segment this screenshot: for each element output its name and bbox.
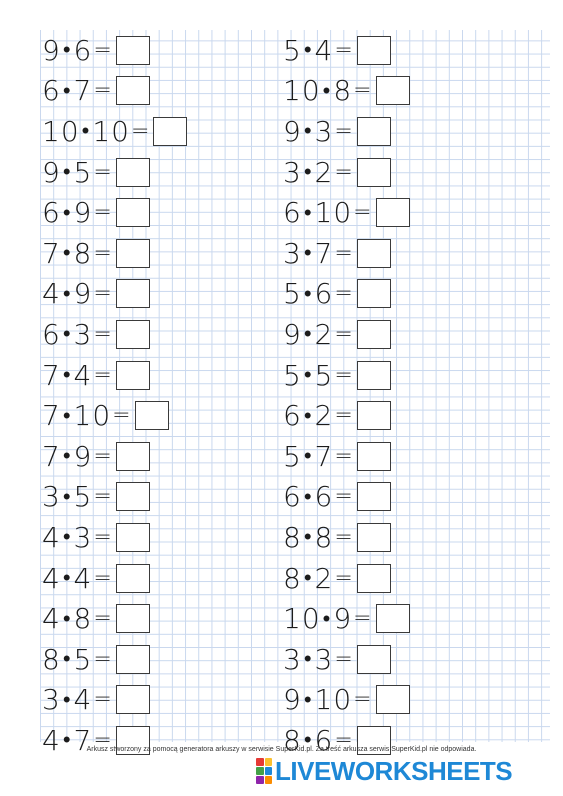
answer-box[interactable] xyxy=(116,645,150,674)
factor-a: 6 xyxy=(42,196,61,230)
equals-sign: = xyxy=(93,565,113,591)
factor-a: 3 xyxy=(42,480,61,514)
multiply-sign: • xyxy=(62,403,72,429)
answer-box[interactable] xyxy=(116,482,150,511)
factor-a: 4 xyxy=(42,561,61,595)
exercise-row xyxy=(42,30,187,71)
factor-b: 2 xyxy=(314,317,334,351)
brand-name: LIVEWORKSHEETS xyxy=(275,755,513,786)
logo-tile xyxy=(265,758,273,766)
factor-b: 5 xyxy=(73,155,93,189)
factor-a: 9 xyxy=(283,683,302,717)
answer-box[interactable] xyxy=(116,198,150,227)
equals-sign: = xyxy=(93,281,113,307)
equals-sign: = xyxy=(93,606,113,632)
factor-a: 9 xyxy=(283,317,302,351)
multiply-sign: • xyxy=(303,363,313,389)
equals-sign: = xyxy=(334,321,354,347)
factor-b: 10 xyxy=(92,114,130,148)
factor-b: 3 xyxy=(314,114,334,148)
equals-sign: = xyxy=(334,524,354,550)
exercise-row xyxy=(283,395,410,436)
multiply-sign: • xyxy=(303,687,313,713)
equals-sign: = xyxy=(93,200,113,226)
answer-box[interactable] xyxy=(116,523,150,552)
multiply-sign: • xyxy=(62,281,72,307)
factor-a: 7 xyxy=(42,439,61,473)
equals-sign: = xyxy=(112,403,132,429)
equals-sign: = xyxy=(353,200,373,226)
exercise-row xyxy=(283,274,410,315)
exercise-row xyxy=(42,639,187,680)
answer-box[interactable] xyxy=(357,523,391,552)
page-margin-top xyxy=(0,0,563,30)
factor-b: 6 xyxy=(314,480,334,514)
exercise-row xyxy=(283,152,410,193)
logo-tile xyxy=(265,767,273,775)
factor-a: 5 xyxy=(283,358,302,392)
factor-a: 7 xyxy=(42,236,61,270)
multiply-sign: • xyxy=(303,200,313,226)
equals-sign: = xyxy=(93,37,113,63)
factor-a: 7 xyxy=(42,358,61,392)
exercise-row xyxy=(42,192,187,233)
factor-b: 4 xyxy=(73,683,93,717)
answer-box[interactable] xyxy=(357,564,391,593)
exercise-row xyxy=(42,395,187,436)
answer-box[interactable] xyxy=(376,685,410,714)
exercise-row xyxy=(42,436,187,477)
equals-sign: = xyxy=(334,727,354,753)
exercise-row xyxy=(283,680,410,721)
factor-a: 8 xyxy=(283,723,302,757)
exercise-row xyxy=(283,233,410,274)
multiply-sign: • xyxy=(303,322,313,348)
equals-sign: = xyxy=(334,37,354,63)
multiply-sign: • xyxy=(62,484,72,510)
answer-box[interactable] xyxy=(357,442,391,471)
multiply-sign: • xyxy=(62,78,72,104)
page-margin-right xyxy=(550,0,563,796)
exercise-row xyxy=(42,720,187,761)
answer-box[interactable] xyxy=(376,604,410,633)
factor-a: 6 xyxy=(283,196,302,230)
multiply-sign: • xyxy=(303,566,313,592)
factor-b: 3 xyxy=(73,317,93,351)
multiply-sign: • xyxy=(62,647,72,673)
equals-sign: = xyxy=(93,524,113,550)
multiply-sign: • xyxy=(62,200,72,226)
factor-b: 3 xyxy=(314,642,334,676)
equals-sign: = xyxy=(334,403,354,429)
answer-box[interactable] xyxy=(357,361,391,390)
factor-b: 5 xyxy=(73,480,93,514)
exercise-row xyxy=(42,680,187,721)
factor-b: 5 xyxy=(314,358,334,392)
factor-b: 7 xyxy=(314,439,334,473)
exercise-row xyxy=(42,355,187,396)
exercise-row xyxy=(42,152,187,193)
factor-a: 4 xyxy=(42,723,61,757)
equals-sign: = xyxy=(93,240,113,266)
exercise-row xyxy=(283,477,410,518)
multiply-sign: • xyxy=(62,363,72,389)
factor-a: 6 xyxy=(42,317,61,351)
multiply-sign: • xyxy=(322,606,332,632)
factor-a: 9 xyxy=(42,155,61,189)
answer-box[interactable] xyxy=(376,76,410,105)
answer-box[interactable] xyxy=(116,564,150,593)
equals-sign: = xyxy=(93,321,113,347)
answer-box[interactable] xyxy=(357,482,391,511)
equals-sign: = xyxy=(353,78,373,104)
factor-a: 8 xyxy=(283,561,302,595)
factor-a: 9 xyxy=(42,33,61,67)
answer-box[interactable] xyxy=(116,279,150,308)
factor-a: 10 xyxy=(283,602,321,636)
answer-box[interactable] xyxy=(357,279,391,308)
factor-b: 4 xyxy=(73,358,93,392)
answer-box[interactable] xyxy=(357,401,391,430)
equals-sign: = xyxy=(93,727,113,753)
multiply-sign: • xyxy=(303,728,313,754)
factor-a: 10 xyxy=(42,114,80,148)
factor-a: 3 xyxy=(42,683,61,717)
factor-b: 7 xyxy=(73,723,93,757)
factor-a: 3 xyxy=(283,236,302,270)
factor-a: 10 xyxy=(283,74,321,108)
factor-b: 4 xyxy=(73,561,93,595)
factor-b: 9 xyxy=(73,439,93,473)
exercise-row xyxy=(42,598,187,639)
factor-b: 8 xyxy=(333,74,353,108)
multiply-sign: • xyxy=(62,566,72,592)
answer-box[interactable] xyxy=(116,239,150,268)
factor-b: 10 xyxy=(314,683,353,717)
factor-b: 7 xyxy=(73,74,93,108)
factor-a: 4 xyxy=(42,602,61,636)
answer-box[interactable] xyxy=(116,76,150,105)
answer-box[interactable] xyxy=(357,239,391,268)
multiply-sign: • xyxy=(62,525,72,551)
exercise-row xyxy=(283,30,410,71)
equals-sign: = xyxy=(93,687,113,713)
exercise-row xyxy=(42,517,187,558)
factor-a: 4 xyxy=(42,277,61,311)
factor-b: 6 xyxy=(314,723,334,757)
multiply-sign: • xyxy=(303,281,313,307)
exercise-row xyxy=(42,274,187,315)
multiply-sign: • xyxy=(303,647,313,673)
equals-sign: = xyxy=(93,646,113,672)
equals-sign: = xyxy=(93,484,113,510)
multiply-sign: • xyxy=(303,38,313,64)
answer-box[interactable] xyxy=(116,320,150,349)
factor-a: 8 xyxy=(283,520,302,554)
multiply-sign: • xyxy=(303,119,313,145)
multiply-sign: • xyxy=(303,160,313,186)
liveworksheets-logo-icon xyxy=(256,758,272,785)
factor-b: 5 xyxy=(73,642,93,676)
factor-a: 6 xyxy=(283,399,302,433)
exercise-row xyxy=(283,639,410,680)
equals-sign: = xyxy=(334,565,354,591)
factor-b: 4 xyxy=(314,33,334,67)
factor-b: 9 xyxy=(73,196,93,230)
right-exercise-column xyxy=(283,30,410,761)
footer-note: Arkusz stworzony za pomocą generatora arkuszy w serwisie SuperKid.pl. Za treść arkusza serwis SuperKid.pl nie odpowiada. xyxy=(86,746,477,753)
answer-box[interactable] xyxy=(357,320,391,349)
equals-sign: = xyxy=(334,240,354,266)
equals-sign: = xyxy=(93,159,113,185)
answer-box[interactable] xyxy=(116,158,150,187)
logo-tile xyxy=(256,776,264,784)
factor-b: 6 xyxy=(314,277,334,311)
equals-sign: = xyxy=(334,484,354,510)
multiply-sign: • xyxy=(322,78,332,104)
exercise-row xyxy=(42,71,187,112)
answer-box[interactable] xyxy=(116,361,150,390)
exercise-row xyxy=(42,314,187,355)
factor-a: 6 xyxy=(283,480,302,514)
factor-b: 7 xyxy=(314,236,334,270)
answer-box[interactable] xyxy=(357,117,391,146)
multiply-sign: • xyxy=(62,160,72,186)
multiply-sign: • xyxy=(62,38,72,64)
exercise-row xyxy=(42,111,187,152)
answer-box[interactable] xyxy=(153,117,187,146)
logo-tile xyxy=(256,767,264,775)
multiply-sign: • xyxy=(303,444,313,470)
multiply-sign: • xyxy=(62,728,72,754)
answer-box[interactable] xyxy=(116,442,150,471)
answer-box[interactable] xyxy=(357,645,391,674)
factor-b: 9 xyxy=(333,602,353,636)
factor-b: 8 xyxy=(73,602,93,636)
equals-sign: = xyxy=(353,606,373,632)
answer-box[interactable] xyxy=(116,685,150,714)
multiply-sign: • xyxy=(303,241,313,267)
equals-sign: = xyxy=(353,687,373,713)
exercise-row xyxy=(283,355,410,396)
factor-a: 3 xyxy=(283,642,302,676)
factor-b: 3 xyxy=(73,520,93,554)
factor-a: 9 xyxy=(283,114,302,148)
exercise-row xyxy=(42,233,187,274)
multiply-sign: • xyxy=(303,403,313,429)
multiply-sign: • xyxy=(81,119,91,145)
exercise-row xyxy=(283,436,410,477)
multiply-sign: • xyxy=(62,444,72,470)
exercise-row xyxy=(283,517,410,558)
exercise-row xyxy=(42,477,187,518)
brand-logo[interactable] xyxy=(256,756,512,786)
exercise-row xyxy=(42,558,187,599)
exercise-row xyxy=(283,111,410,152)
answer-box[interactable] xyxy=(135,401,169,430)
exercise-row xyxy=(283,558,410,599)
multiply-sign: • xyxy=(62,687,72,713)
factor-a: 8 xyxy=(42,642,61,676)
equals-sign: = xyxy=(130,118,151,144)
factor-b: 2 xyxy=(314,399,334,433)
equals-sign: = xyxy=(334,118,354,144)
factor-a: 5 xyxy=(283,33,302,67)
logo-tile xyxy=(265,776,273,784)
exercise-row xyxy=(283,192,410,233)
exercise-row xyxy=(283,598,410,639)
equals-sign: = xyxy=(334,646,354,672)
exercise-row xyxy=(283,314,410,355)
equals-sign: = xyxy=(334,443,354,469)
left-exercise-column xyxy=(42,30,187,761)
factor-b: 2 xyxy=(314,155,334,189)
answer-box[interactable] xyxy=(116,604,150,633)
factor-b: 8 xyxy=(73,236,93,270)
multiply-sign: • xyxy=(303,525,313,551)
multiply-sign: • xyxy=(303,484,313,510)
factor-a: 6 xyxy=(42,74,61,108)
factor-a: 5 xyxy=(283,277,302,311)
factor-b: 9 xyxy=(73,277,93,311)
factor-b: 10 xyxy=(73,399,112,433)
factor-b: 2 xyxy=(314,561,334,595)
multiply-sign: • xyxy=(62,322,72,348)
equals-sign: = xyxy=(93,362,113,388)
answer-box[interactable] xyxy=(116,36,150,65)
factor-a: 4 xyxy=(42,520,61,554)
equals-sign: = xyxy=(93,443,113,469)
equals-sign: = xyxy=(334,362,354,388)
answer-box[interactable] xyxy=(357,36,391,65)
logo-tile xyxy=(256,758,264,766)
equals-sign: = xyxy=(93,78,113,104)
answer-box[interactable] xyxy=(357,158,391,187)
exercise-row xyxy=(283,71,410,112)
factor-b: 6 xyxy=(73,33,93,67)
factor-a: 3 xyxy=(283,155,302,189)
answer-box[interactable] xyxy=(376,198,410,227)
factor-b: 10 xyxy=(314,196,353,230)
multiply-sign: • xyxy=(62,241,72,267)
equals-sign: = xyxy=(334,159,354,185)
factor-b: 8 xyxy=(314,520,334,554)
factor-a: 7 xyxy=(42,399,61,433)
equals-sign: = xyxy=(334,281,354,307)
page-margin-left xyxy=(0,0,40,796)
multiply-sign: • xyxy=(62,606,72,632)
factor-a: 5 xyxy=(283,439,302,473)
